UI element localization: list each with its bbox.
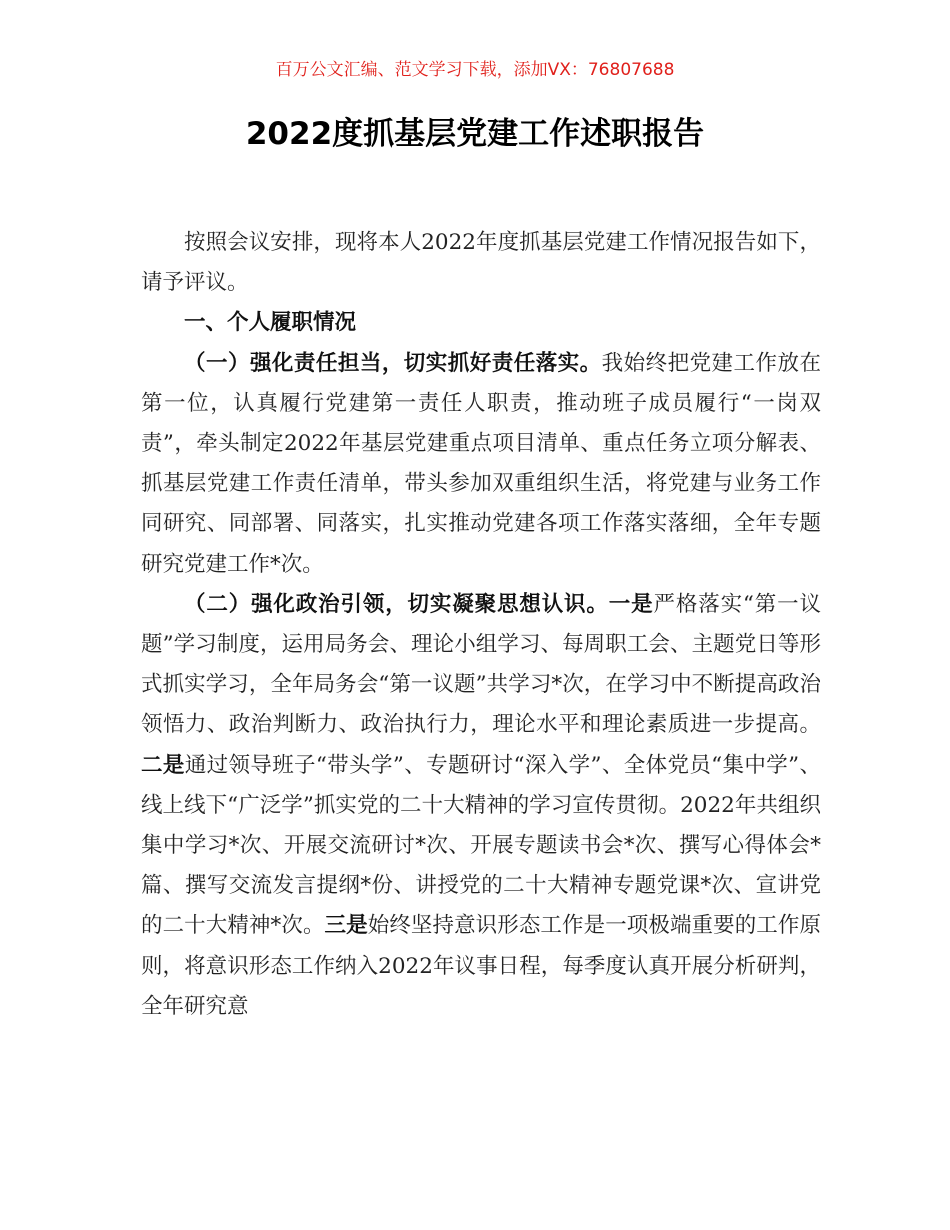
point-1-lead: 一是 [608,591,654,617]
item-1-lead: （一）强化责任担当，切实抓好责任落实。 [184,350,602,376]
point-1-text: 严格落实“第一议题”学习制度，运用局务会、理论小组学习、每周职工会、主题党日等形式抓实学习，全年局务会“第一议题”共学习*次，在学习中不断提高政治领悟力、政治判断力、政治执行力，理论水平和理论素质进一步提高。 [141,591,821,738]
intro-paragraph: 按照会议安排，现将本人2022年度抓基层党建工作情况报告如下，请予评议。 [141,230,821,296]
point-2-lead: 二是 [141,752,185,778]
point-2-text: 通过领导班子“带头学”、专题研讨“深入学”、全体党员“集中学”、线上线下“广泛学”抓实党的二十大精神的学习宣传贯彻。2022年共组织集中学习*次、开展交流研讨*次、开展专题读书会*次、撰写心得体会*篇、撰写交流发言提纲*份、讲授党的二十大精神专题党课*次、宣讲党的二十大精神*次。 [141,752,821,939]
watermark-banner: 百万公文汇编、范文学习下载，添加VX：76807688 [275,60,675,80]
document-body [141,223,821,1027]
paragraph-item-1 [141,344,821,585]
item-2-lead: （二）强化政治引领，切实凝聚思想认识。 [184,591,609,617]
item-1-text: 我始终把党建工作放在第一位，认真履行党建第一责任人职责，推动班子成员履行“一岗双责”，牵头制定2022年基层党建重点项目清单、重点任务立项分解表、抓基层党建工作责任清单，带头参加双重组织生活，将党建与业务工作同研究、同部署、同落实，扎实推动党建各项工作落实落细，全年专题研究党建工作*次。 [141,350,821,577]
page-title: 2022度抓基层党建工作述职报告 [245,116,705,152]
point-3-text: 始终坚持意识形态工作是一项极端重要的工作原则，将意识形态工作纳入2022年议事日程，每季度认真开展分析研判，全年研究意 [141,913,821,1019]
section-heading: 一、个人履职情况 [184,310,357,336]
point-3-lead: 三是 [324,913,368,939]
paragraph-item-2 [141,585,821,1027]
